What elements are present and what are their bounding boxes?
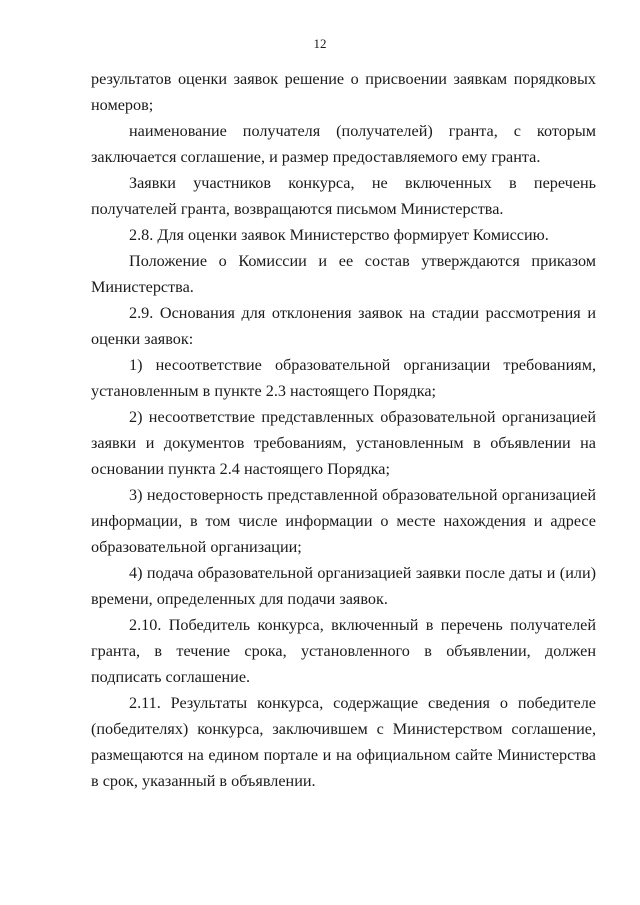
list-item-1: 1) несоответствие образовательной организации требованиям, установленным в пункте 2.3 настоящего Порядка;: [91, 356, 596, 400]
list-item-2: 2) несоответствие представленных образовательной организацией заявки и документов требованиям, установленным в объявлении на основании пункта 2.4 настоящего Порядка;: [91, 408, 596, 478]
paragraph-2-9: 2.9. Основания для отклонения заявок на стадии рассмотрения и оценки заявок:: [91, 304, 596, 348]
paragraph-2-11: 2.11. Результаты конкурса, содержащие сведения о победителе (победителях) конкурса, заключившем с Министерством соглашение, размещаются на едином портале и на официальном сайте Министерства в срок, указанный в объявлении.: [91, 694, 596, 790]
paragraph-2-10: 2.10. Победитель конкурса, включенный в перечень получателей гранта, в течение срока, установленного в объявлении, должен подписать соглашение.: [91, 616, 596, 686]
list-item-4: 4) подача образовательной организацией заявки после даты и (или) времени, определенных для подачи заявок.: [91, 564, 596, 608]
paragraph-continuation: результатов оценки заявок решение о присвоении заявкам порядковых номеров;: [91, 70, 596, 114]
document-body: [91, 66, 596, 794]
page-number: 12: [313, 36, 327, 51]
list-item-3: 3) недостоверность представленной образовательной организацией информации, в том числе информации о месте нахождения и адресе образовательной организации;: [91, 486, 596, 556]
paragraph-commission-regulation: Положение о Комиссии и ее состав утверждаются приказом Министерства.: [91, 252, 596, 296]
paragraph-returned-applications: Заявки участников конкурса, не включенных в перечень получателей гранта, возвращаются письмом Министерства.: [91, 174, 596, 218]
paragraph-2-8: 2.8. Для оценки заявок Министерство формирует Комиссию.: [129, 226, 549, 244]
paragraph-recipient-name: наименование получателя (получателей) гранта, с которым заключается соглашение, и размер предоставляемого ему гранта.: [91, 122, 596, 166]
